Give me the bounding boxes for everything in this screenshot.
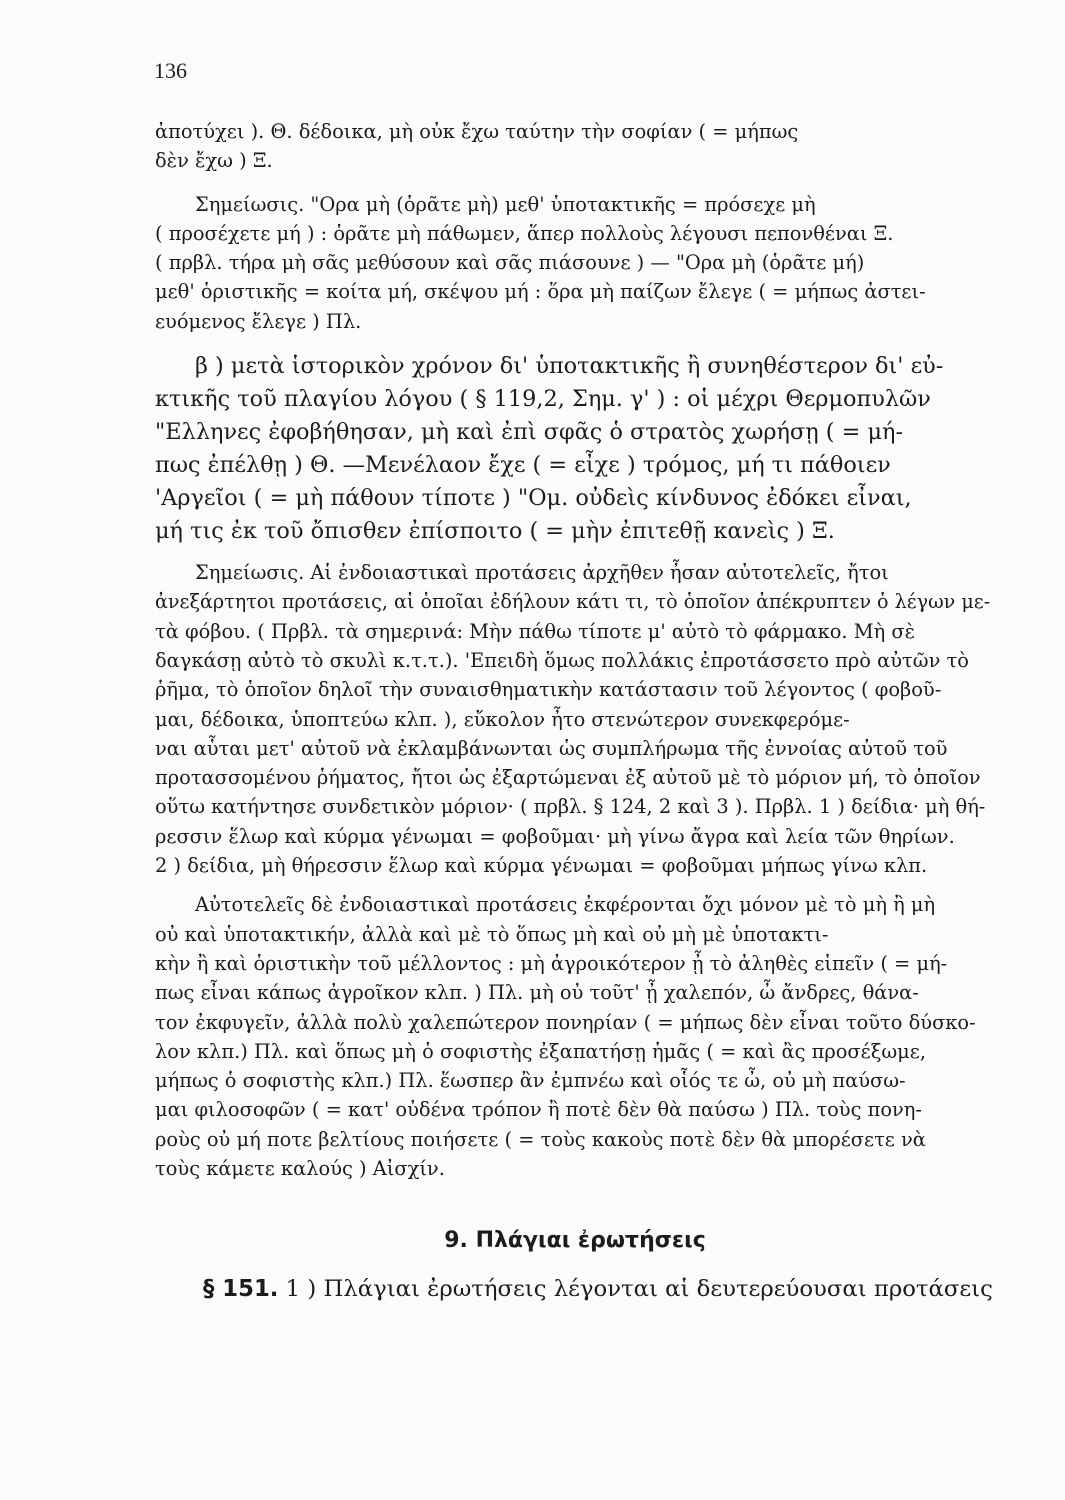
- text-line: κὴν ἢ καὶ ὁριστικὴν τοῦ μέλλοντος : μὴ ἀγροικότερον ᾖ τὸ ἀληθὲς εἰπεῖν ( = μή-: [155, 951, 948, 975]
- paragraph-independent-fear-clauses: [155, 890, 995, 1183]
- text-line: 'Αργεῖοι ( = μὴ πάθουν τίποτε ) "Ομ. οὐδεὶς κίνδυνος ἐδόκει εἶναι,: [155, 485, 912, 512]
- text-line: μή τις ἐκ τοῦ ὄπισθεν ἐπίσποιτο ( = μὴν ἐπιτεθῇ κανεὶς ) Ξ.: [155, 518, 835, 545]
- text-line: κτικῆς τοῦ πλαγίου λόγου ( § 119,2, Σημ. γ' ) : οἱ μέχρι Θερμοπυλῶν: [155, 386, 931, 413]
- text-line: μαι φιλοσοφῶν ( = κατ' οὐδένα τρόπον ἢ ποτὲ δὲν θὰ παύσω ) Πλ. τοὺς πονη-: [155, 1098, 922, 1122]
- text-line: ευόμενος ἔλεγε ) Πλ.: [155, 309, 362, 333]
- text-line: μεθ' ὁριστικῆς = κοίτα μή, σκέψου μή : ὅρα μὴ παίζων ἔλεγε ( = μήπως ἀστει-: [155, 280, 926, 304]
- text-line: 2 ) δείδια, μὴ θήρεσσιν ἕλωρ καὶ κύρμα γένωμαι = φοβοῦμαι μήπως γίνω κλπ.: [155, 854, 928, 878]
- text-line: β ) μετὰ ἱστορικὸν χρόνον δι' ὑποτακτικῆς ἢ συνηθέστερον δι' εὐ-: [195, 353, 944, 380]
- text-line: ἀποτύχει ). Θ. δέδοικα, μὴ οὐκ ἔχω ταύτην τὴν σοφίαν ( = μήπως: [155, 120, 799, 143]
- text-line: ρεσσιν ἕλωρ καὶ κύρμα γένωμαι = φοβοῦμαι· μὴ γίνω ἄγρα καὶ λεία τῶν θηρίων.: [155, 824, 955, 848]
- text-line: τον ἐκφυγεῖν, ἀλλὰ πολὺ χαλεπώτερον πονηρίαν ( = μήπως δὲν εἶναι τοῦτο δύσκο-: [155, 1010, 976, 1034]
- paragraph-note-ora-me: [155, 190, 995, 336]
- text-line: Σημείωσις. Αἱ ἐνδοιαστικαὶ προτάσεις ἀρχῆθεν ἦσαν αὐτοτελεῖς, ἤτοι: [195, 561, 889, 585]
- text-line: μαι, δέδοικα, ὑποπτεύω κλπ. ), εὔκολον ἦτο στενώτερον συνεκφερόμε-: [155, 707, 850, 731]
- text-line: δὲν ἔχω ) Ξ.: [155, 149, 273, 173]
- text-line: Αὐτοτελεῖς δὲ ἐνδοιαστικαὶ προτάσεις ἐκφέρονται ὄχι μόνον μὲ τὸ μὴ ἢ μὴ: [195, 893, 936, 917]
- page-number: 136: [154, 58, 187, 83]
- body-text: [155, 117, 995, 1307]
- text-line: ροὺς οὐ μή ποτε βελτίους ποιήσετε ( = τοὺς κακοὺς ποτὲ δὲν θὰ μπορέσετε νὰ: [155, 1127, 926, 1151]
- paragraph-note-fear-clauses: [155, 558, 995, 880]
- text-line: πως ἐπέλθῃ ) Θ. —Μενέλαον ἔχε ( = εἶχε ) τρόμος, μή τι πάθοιεν: [155, 452, 891, 479]
- text-line: μήπως ὁ σοφιστὴς κλπ.) Πλ. ἕωσπερ ἂν ἐμπνέω καὶ οἷός τε ὦ, οὐ μὴ παύσω-: [155, 1069, 906, 1093]
- text-line: οὐ καὶ ὑποτακτικήν, ἀλλὰ καὶ μὲ τὸ ὅπως μὴ καὶ οὐ μὴ μὲ ὑποτακτι-: [155, 922, 829, 946]
- text-line: πως εἶναι κάπως ἀγροῖκον κλπ. ) Πλ. μὴ οὐ τοῦτ' ᾖ χαλεπόν, ὦ ἄνδρες, θάνα-: [155, 981, 919, 1005]
- text-line: ( προσέχετε μή ) : ὁρᾶτε μὴ πάθωμεν, ἅπερ πολλοὺς λέγουσι πεπονθέναι Ξ.: [155, 221, 894, 245]
- text-line: "Ελληνες ἐφοβήθησαν, μὴ καὶ ἐπὶ σφᾶς ὁ στρατὸς χωρήσῃ ( = μή-: [155, 419, 904, 446]
- section-text: 1 ) Πλάγιαι ἐρωτήσεις λέγονται αἱ δευτερεύουσαι προτάσεις: [285, 1276, 993, 1303]
- text-line: Σημείωσις. "Ορα μὴ (ὁρᾶτε μὴ) μεθ' ὑποτακτικῆς = πρόσεχε μὴ: [195, 192, 816, 216]
- text-line: λον κλπ.) Πλ. καὶ ὅπως μὴ ὁ σοφιστὴς ἐξαπατήσῃ ἡμᾶς ( = καὶ ἂς προσέξωμε,: [155, 1039, 926, 1063]
- text-line: τοὺς κάμετε καλούς ) Αἰσχίν.: [155, 1157, 445, 1181]
- text-line: δαγκάσῃ αὐτὸ τὸ σκυλὶ κ.τ.τ.). 'Επειδὴ ὅμως πολλάκις ἐπροτάσσετο πρὸ αὐτῶν τὸ: [155, 648, 969, 672]
- text-line: ἀνεξάρτητοι προτάσεις, αἱ ὁποῖαι ἐδήλουν κάτι τι, τὸ ὁποῖον ἀπέκρυπτεν ὁ λέγων με-: [155, 590, 991, 614]
- text-line: οὕτω κατήντησε συνδετικὸν μόριον· ( πρβλ. § 124, 2 καὶ 3 ). Πρβλ. 1 ) δείδια· μὴ θή-: [155, 795, 986, 819]
- text-line: ( πρβλ. τήρα μὴ σᾶς μεθύσουν καὶ σᾶς πιάσουνε ) — "Ορα μὴ (ὁρᾶτε μή): [155, 251, 865, 275]
- section-heading: 9. Πλάγιαι ἐρωτήσεις: [444, 1228, 706, 1254]
- text-line: προτασσομένου ῥήματος, ἤτοι ὡς ἐξαρτώμεναι ἐξ αὐτοῦ μὲ τὸ μόριον μή, τὸ ὁποῖον: [155, 766, 981, 790]
- paragraph-example-continuation: [155, 117, 995, 176]
- section-first-line: [155, 1271, 995, 1307]
- paragraph-beta-historic-tense: [155, 350, 995, 548]
- text-line: ῥῆμα, τὸ ὁποῖον δηλοῖ τὴν συναισθηματικὴν κατάστασιν τοῦ λέγοντος ( φοβοῦ-: [155, 678, 942, 702]
- paragraph-number: § 151.: [203, 1276, 279, 1303]
- text-line: ναι αὗται μετ' αὐτοῦ νὰ ἐκλαμβάνωνται ὡς συμπλήρωμα τῆς ἐννοίας αὐτοῦ τοῦ: [155, 736, 948, 760]
- text-line: τὰ φόβου. ( Πρβλ. τὰ σημερινά: Μὴν πάθω τίποτε μ' αὐτὸ τὸ φάρμακο. Μὴ σὲ: [155, 619, 916, 643]
